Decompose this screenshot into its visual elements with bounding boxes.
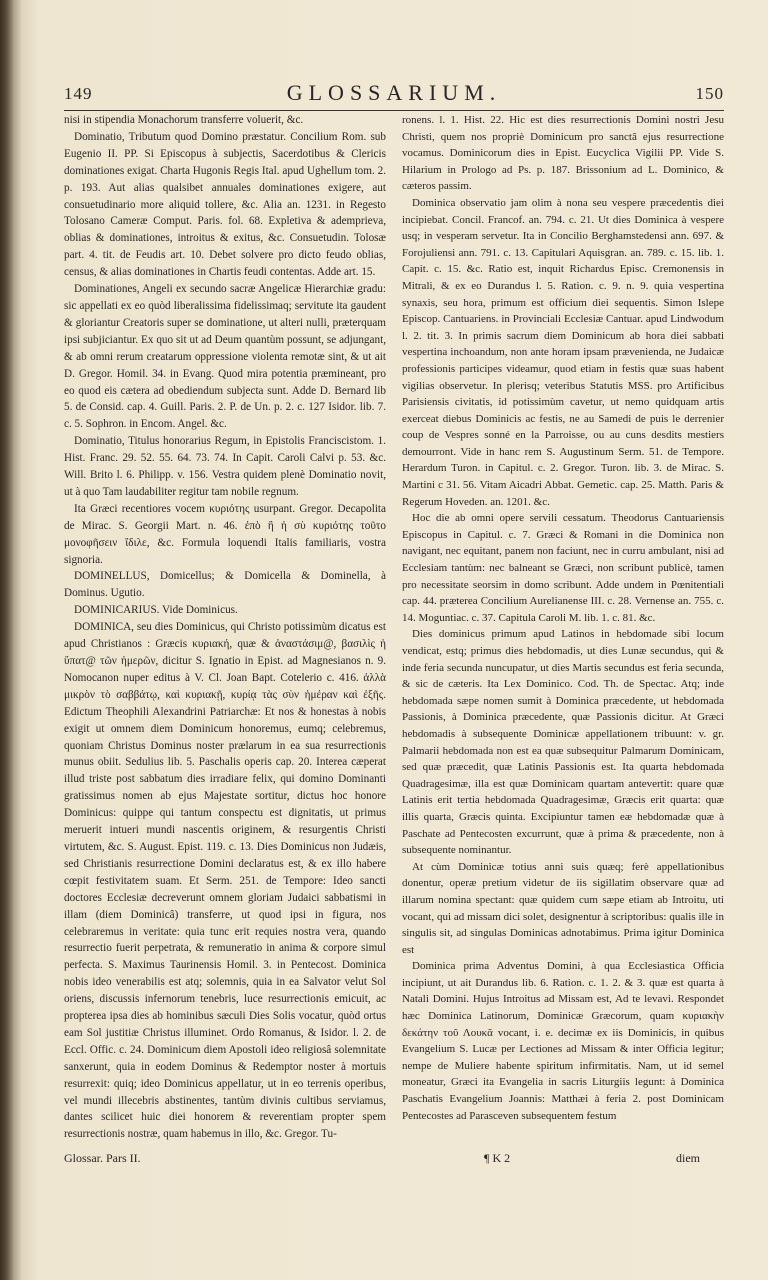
page-number-left: 149 xyxy=(64,84,93,103)
left-column xyxy=(64,112,386,1143)
glossary-entry: Dominationes, Angeli ex secundo sacræ Angelicæ Hierarchiæ gradu: sic appellati ex eo quòd liberalissima fidelissimaq; servitute ita gaudent & gloriantur Creatoris super se dominatione, ut alteri nulli, præterquam ipsi subjiciantur. Ex quo sit ut ad Deum quantùm possunt, se adjungant, & ab omni rerum creatarum oppressione violenta remotæ sint, & ut ait D. Gregor. Homil. 34. in Evang. Quod mira potentia præmineant, pro eo quod eis cætera ad obediendum subjecta sunt. Adde D. Bernard lib 5. de Consid. cap. 4. Guill. Paris. 2. P. de Un. p. 2. c. 127 Isidor. lib. 7. c. 5. Sophron. in Encom. Angel. &c. xyxy=(64,283,386,431)
glossary-entry: DOMINICARIUS. Vide Dominicus. xyxy=(74,604,238,617)
glossary-entry: At cùm Dominicæ totius anni suis quæq; ferè appellationibus donentur, operæ pretium videtur de iis sigillatim observare quæ ad illarum nomina spectant: quæ quidem cum sæpe etiam ab Introitu, uti vocant, qui ad missam dici solet, designentur à scriptoribus: qualis ille in singulis sit, ad singulas Dominicas adnotabimus. Prima igitur Dominica est xyxy=(402,860,724,956)
header-rule xyxy=(64,110,724,111)
signature-mark: ¶ K 2 xyxy=(484,1151,511,1165)
glossary-entry: DOMINICA, seu dies Dominicus, qui Christo potissimùm dicatus est apud Christianos : Græcis κυριακή, quæ & ἀναστάσιμ@, βασιλὶς ἡ ὕπατ@ τῶν ἡμερῶν, dicitur S. Ignatio in Epist. ad Magnesianos n. 9. Nomocanon nuper editus à V. Cl. Joan Bapt. Cotelerio c. 416. ἀλλὰ μικρὸν τὸ σαββάτῳ, καὶ κυριακῇ, κυρίᾳ τὰς σὺν ἡμέραν καὶ ἐξῆς. Edictum Theophili Alexandrini Patriarchæ: Et nos & honestas à nobis exigit ut omnem diem Dominicum honoremus, eumq; celebremus, quoniam Christus Dominus noster prælarum in ea sua resurrectionis munus obiit. Sedulius lib. 5. Paschalis operis cap. 20. Interea cæperat illud triste post sabbatum dies irradiare felix, qui domino Dominanti gratissimus nomen ab ejus Majestate sortitur, dictus hoc honore Dominicus: quippe qui tantum conspectu est dignitatis, ut primus meruerit intueri mundi nascentis originem, & resurgentis Christi virtutem, &c. S. August. Epist. 119. c. 13. Dies Dominicus non Judæis, sed Christianis resurrectione Domini declaratus est, & ex illo habere cœpit festivitatem suam. Et Serm. 251. de Tempore: Ideo sancti doctores Ecclesiæ decreverunt omnem gloriam Judaici sabbatismi in illam (diem Dominicâ) transferre, ut quod ipsi in figura, nos celebraremus in veritate: quia tunc erit requies nostra vera, quando resurrectio fuerit perpetrata, & remuneratio in anima & corpore simul perfecta. S. Maximus Taurinensis Homil. 3. in Pentecost. Dominica nobis ideo venerabilis est atq; solemnis, quia in ea Salvator velut Sol oriens, discussis infernorum tenebris, luce resurrectionis emicuit, ac propterea ipsa dies ab hominibus sæculi Dies Solis vocatur, quòd ortus eam Sol justitiæ Christus illuminet. Ordo Romanus, & Isidor. l. 2. de Eccl. Offic. c. 24. Dominicum diem Apostoli ideo religiosâ solemnitate sanxerunt, quia in eodem Dominus & Redemptor noster à mortuis resurrexit: quiq; ideo Dominicus appellatur, ut in eo terrenis operibus, vel mundi illecebris abstinentes, tantùm divinis cultibus serviamus, dantes scilicet huic diei honorem & reverentiam propter spem resurrectionis nostræ, quam habemus in illo, &c. Gregor. Tu- xyxy=(64,621,386,1141)
book-gutter xyxy=(0,0,22,1280)
glossary-entry: DOMINELLUS, Domicellus; & Domicella & Dominella, à Dominus. Ugutio. xyxy=(64,570,386,600)
page-title: GLOSSARIUM. xyxy=(286,80,502,105)
right-column xyxy=(402,112,724,1124)
glossary-entry: Dies dominicus primum apud Latinos in hebdomade sibi locum vendicat, estq; primus dies hebdomadis, ut dies Lunæ secundus, qui & inde feria secunda nuncupatur, ut dies Martis secundus est feria secunda, & sic de cæteris. Ita Lex Dominico. Cod. Th. de Spectac. Atq; inde hebdomada sæpe nomen sumit à Dominica præcedente, ut hebdomada Passionis, à Dominica præcedente, quæ Passionis dicitur. At Græci hebdomadis à subsequente Dominicæ appellationem tribuunt: v. gr. Palmarii hebdomada non est ea quæ subsequitur Palmarum Dominicam, sed quæ præcedit, quæ Latinis Passionis est. Ita quarta hebdomada Quadragesimæ, illa est quæ Dominicam quartam antevertit: quare quæ Latinis erit tertia hebdomada Quadragesimæ, Græcis erit quarta: quæ illis quarta, Græcis quinta. Excipiuntur tamen eæ hebdomadæ quæ à Paschate ad Pentecosten excurrunt, quæ à prima & præcedente, non à subsequente nominantur. xyxy=(402,628,724,857)
glossary-entry: Ita Græci recentiores vocem κυριότης usurpant. Gregor. Decapolita de Mirac. S. Georgii Mart. n. 46. ἐπὸ ἣ ἡ σὺ κυριότης τοῦτο μονοφῆσειν ἴδιλε, &c. Formula loquendi Italis familiaris, vostra signoria. xyxy=(64,502,386,566)
glossary-entry: Dominatio, Tributum quod Domino præstatur. Concilium Rom. sub Eugenio II. PP. Si Episcopus à subjectis, Sacerdotibus & Clericis dominationes exigat. Charta Hugonis Regis Ital. apud Ughellum tom. 2. p. 193. Aut alias qualsibet annuales dominationes exigere, aut consuetudinario more aliquid tollere, &c. Alia an. 1231. in Regesto Tolosano Cameræ Comput. Paris. fol. 68. Expletiva & ademprieva, oblias & dominationes, introitus & exitus, &c. Consuetudin. Tolosæ part. 4. tit. de Feudis art. 10. Debet solvere pro dicto feudo oblias, census, & alias dominationes in Chartis feudi contentas. Adde art. 15. xyxy=(64,130,386,279)
running-header xyxy=(64,80,724,110)
catchword: diem xyxy=(676,1151,700,1165)
glossary-entry: Hoc die ab omni opere servili cessatum. Theodorus Cantuariensis Episcopus in Capitul. c. 7. Græci & Romani in die Dominica non navigant, nec equitant, panem non faciunt, nec in curru ambulant, nisi ad Ecclesiam tantùm: nec balneant se Græci, non scribunt publicè, tamen pro necessitate seorsim in domo scribunt. Adde undem in Pœnitentiali cap. 44. præterea Concilium Aurelianense III. c. 28. Vernense an. 755. c. 14. Moguntiac. c. 37. Capitula Caroli M. lib. 1. c. 81. &c. xyxy=(402,512,724,624)
glossary-entry: Dominica prima Adventus Domini, à qua Ecclesiastica Officia incipiunt, ut ait Durandus lib. 6. Ration. c. 1. 2. & 3. quæ est quarta à Natali Domini. Hujus Introitus ad Missam est, Ad te levavi. Respondet hæc Dominica Latinorum, Dominicæ Græcorum, quam κυριακὴν δεκάτην τοῦ Λουκᾶ vocant, i. e. decimæ ex iis Dominicis, in quibus Evangelium S. Lucæ per Lectiones ad Missam & inter Officia legitur; nempe de Muliere habente spiritum infirmitatis. Nam, ut id semel moneatur, Græci ita Evangelia in sacris Liturgiis legunt: à Dominica Paschatis Evangelium Joannis: Matthæi à feria 2. post Dominicam Pentecostes ad Parasceven subsequentem festum xyxy=(402,960,724,1122)
page-number-right: 150 xyxy=(695,84,724,103)
glossary-entry: Dominatio, Titulus honorarius Regum, in Epistolis Franciscistom. 1. Hist. Franc. 29. 52. 55. 64. 73. 74. In Capit. Caroli Calvi p. 53. &c. Will. Brito l. 6. Philipp. v. 156. Vestra quidem plenè Dominatio novit, ut à quo Tam laudabiliter regitur tam nobile regnum. xyxy=(64,435,386,498)
continued-paragraph: ronens. l. 1. Hist. 22. Hic est dies resurrectionis Domini nostri Jesu Christi, quem nos propriè Dominicum pro sanctâ ejus resurrectione vocamus. Dominicorum dies in Epist. Eucyclica Vigilii PP. Vide S. Hilarium in Prologo ad Ps. p. 187. Brissonium ad L. Dominico, & cæteros passim. xyxy=(402,114,724,193)
glossary-entry: Dominica observatio jam olim à nona seu vespere præcedentis diei incipiebat. Concil. Francof. an. 794. c. 21. Ut dies Dominica à vespere usq; in vesperam servetur. Ita in Concilio Berghamstedensi ann. 697. & Forojuliensi ann. 791. c. 13. Capitulari Aquisgran. an. 789. c. 15. lib. 1. Capit. c. 15. &c. Ratio est, inquit Richardus Episc. Cremonensis in Mitrali, & ex eo Durandus l. 5. Ration. c. 9. n. 9. quia vespertina synaxis, seu hora, primum est officium diei sequentis. Simon Islepe Episcop. Cantuariens. in Provinciali Ecclesiæ Cantuar. apud Lindwodum l. 2. tit. 3. In primis sacrum diem Dominicum ab hora diei sabbati vespertina inchoandum, non ante horam ipsam prævenienda, ne Judaicæ professionis participes videamur, quod etiam in festis quæ suas habent vigilias observetur. In plerisq; veteribus Statutis MSS. pro Artificibus Parisiensis civitatis, id potissimùm cavetur, ut nemo quidquam artis exerceat diebus Dominicis ac festis, ne au Samedi de puis le derrenier coup de Vespres sonné en la Parroisse, ou au cuns desdits mestiers demourront. Vide in hanc rem S. Augustinum Serm. 51. de Tempore. Herardum Turon. in Capitul. c. 2. Gregor. Turon. lib. 3. de Mirac. S. Martini c 31. 56. Vitam Aicadri Abbat. Gemetic. cap. 25. Matth. Paris & Regerum Hoveden. an. 1201. &c. xyxy=(402,196,724,508)
continued-paragraph: nisi in stipendia Monachorum transferre voluerit, &c. xyxy=(64,114,304,126)
footer-title: Glossar. Pars II. xyxy=(64,1151,141,1165)
